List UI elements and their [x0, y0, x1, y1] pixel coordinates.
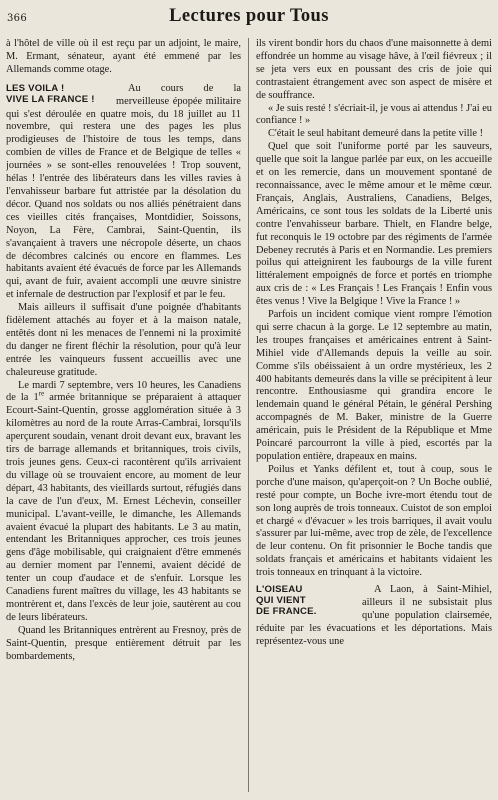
- left-column: [6, 38, 241, 796]
- page-number: 366: [7, 13, 27, 24]
- sidebar-heading-line: L'OISEAU: [256, 584, 303, 596]
- sidebar-heading-line: VIVE LA FRANCE !: [6, 93, 95, 105]
- paragraph-text: armée britannique se préparaient à attaquer Ecourt-Saint-Quentin, grosse agglomération située à 3 kilomètres au nord de la route Arras-Cambrai, lorsqu'ils aperçurent soudain, venant droit devant eux, bravant les tirs de barrage allemands et britanniques, trois civils, trois jeunes gens. Ceux-ci racontèrent qu'ils arrivaient du village où se trouvaient encore, au moment de leur départ, 43 habitants, des vieillards surtout, réfugiés dans la cave de l'un d'eux, M. Ernest Léchevin, conseiller municipal. L'avant-veille, le dimanche, les Allemands avaient évacué la plupart des habitants. Le 3 au matin, entendant les Britanniques approcher, ces trois jeunes gens d'âge mobilisable, qui craignaient d'être emmenés au dernier moment par l'ennemi, avaient décidé de tenter un coup d'audace et de s'enfuir. Lorsque les Canadiens furent maîtres du village, les 43 habitants se montrèrent et, dans l'excès de leur joie, sautèrent au cou de leurs libérateurs.: [6, 392, 241, 623]
- superscript: re: [38, 390, 45, 398]
- paragraph: « Je suis resté ! s'écriait-il, je vous ai attendus ! J'ai eu confiance ! »: [256, 102, 492, 127]
- sidebar-heading-line: LES VOILA !: [6, 82, 65, 94]
- paragraph: Quand les Britanniques entrèrent au Fresnoy, près de Saint-Quentin, presque entièrement détruit par les bombardements,: [6, 624, 241, 662]
- right-column: [256, 38, 492, 796]
- paragraph: C'était le seul habitant demeuré dans la petite ville !: [268, 128, 484, 140]
- column-divider: [248, 38, 249, 792]
- paragraph: Poilus et Yanks défilent et, tout à coup, sous le porche d'une maison, qu'aperçoit-on ? Un Boche oublié, resté pour compte, un Boche ivre-mort étendu tout de son long auprès de trois tonneaux. Cuistot de son emploi et chargé « d'évacuer » les trois barriques, il avait voulu s'assurer par lui-même, avec trop de zèle, de l'excellence de leur contenu. On fit prisonnier le Boche tandis que soldats français et américains et habitants vidaient les trois tonneaux en trinquant à la victoire.: [256, 463, 492, 579]
- sidebar-heading-line: QUI VIENT: [256, 595, 306, 607]
- sidebar-heading-les-voila: [6, 83, 108, 105]
- paragraph: Mais ailleurs il suffisait d'une poignée d'habitants fidèlement attachés au foyer et à la maison natale, entêtés dont ni les menaces de l'ennemi ni la proximité du danger ne firent fléchir la résolution, pour qu'à leur entrée les vainqueurs fussent accueillis avec une chaleureuse gratitude.: [6, 302, 241, 378]
- page-header: [0, 0, 498, 34]
- paragraph-carryover: ils virent bondir hors du chaos d'une maisonnette à demi effondrée un homme au visage hâve, à l'œil fiévreux ; il se jeta vers eux en poussant des cris de joie qui contrastaient étrangement avec son aspect de misère et de souffrance.: [256, 38, 492, 101]
- paragraph: Quel que soit l'uniforme porté par les sauveurs, quelle que soit la langue parlée par eux, on les accueille et on les remercie, dans un mouvement spontané de reconnaissance, avec le même amour et le même cœur. Français, Anglais, Australiens, Canadiens, Belges, Américains, ce sont tous les soldats de la Liberté unis contre l'envahisseur barbare. Thielt, en Flandre belge, fut reconquis le 19 octobre par des régiments de l'armée Debeney recrutés à Paris et en Normandie. Les premiers poilus qui atteignirent les faubourgs de la ville furent littéralement empoignés de force et portés en triomphe aux cris de : « Les Français ! Les Français ! Enfin vous êtes venus ! Vive la Belgique ! Vive la France ! »: [256, 141, 492, 308]
- paragraph: Parfois un incident comique vient rompre l'émotion qui serre chacun à la gorge. Le 12 septembre au matin, les troupes françaises et américaines entrent à Saint-Mihiel vide d'Allemands depuis la veille au soir. Comme s'ils obéissaient à un ordre mystérieux, les 2 400 habitants demeurés dans la ville se précipitent à leur rencontre. Enthousiasme qui grandira encore le lendemain quand le général Pétain, le général Pershing accompagnés de M. Baker, ministre de la Guerre américain, puis le Président de la République et Mme Poincaré parcourront la ville à pied, escortés par la population entière, drapeaux en mains.: [256, 309, 492, 462]
- sidebar-heading-oiseau: [256, 584, 354, 618]
- paragraph-text: Le mardi 7 septembre, vers 10 heures, les Canadiens de la 1: [6, 379, 241, 404]
- paragraph: Au cours de la merveilleuse épopée militaire qui s'est déroulée en quatre mois, du 18 juillet au 11 novembre, qui restera une des pages les plus prodigieuses de l'histoire de tous les temps, dans combien de villes de France et de Belgique de telles « journées » se sont-elles renouvelées ! Trop souvent, hélas ! l'entrée des libérateurs dans les villes ravies à l'envahisseur barbare fut attristée par la désolation du décor. Quand nos soldats ou nos alliés pénétraient dans ces vieilles cités françaises, Montdidier, Soissons, Noyon, La Fère, Cambrai, Saint-Quentin, ils s'avançaient à travers une nécropole déserte, un chaos de décombres calcinés ou encore en flammes. Les habitants avaient été évacués de force par les Allemands qui, avant de fuir, avaient accompli une œuvre sinistre et infernale de destruction par l'explosif et par le feu.: [6, 82, 241, 301]
- paragraph-carryover: à l'hôtel de ville où il est reçu par un adjoint, le maire, M. Ermant, sénateur, ayant été emmené par les Allemands comme otage.: [6, 38, 241, 75]
- running-title: Lectures pour Tous: [169, 6, 329, 26]
- paragraph: A Laon, à Saint-Mihiel, ailleurs il ne subsistait plus qu'une population clairsemée, réduite par les évacuations et les déportations. Mais représentez-vous une: [256, 584, 492, 647]
- paragraph: [6, 380, 241, 625]
- sidebar-heading-line: DE FRANCE.: [256, 606, 317, 618]
